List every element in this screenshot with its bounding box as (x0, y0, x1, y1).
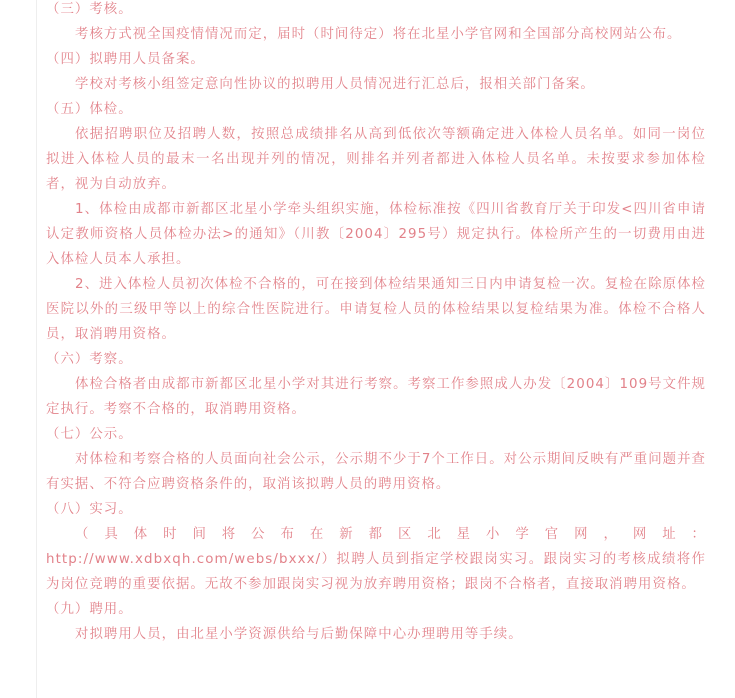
section-heading-4: （四）拟聘用人员备案。 (46, 52, 205, 67)
section-paragraph: 学校对考核小组签定意向性协议的拟聘用人员情况进行汇总后，报相关部门备案。 (75, 77, 595, 92)
section-paragraph: 对体检和考察合格的人员面向社会公示，公示期不少于7个工作日。对公示期间反映有严重问题并查有实据、不符合应聘资格条件的，取消该拟聘人员的聘用资格。 (46, 452, 706, 492)
section-paragraph: 对拟聘用人员，由北星小学资源供给与后勤保障中心办理聘用等手续。 (75, 627, 523, 642)
left-border-line (36, 0, 37, 698)
section-paragraph: 考核方式视全国疫情情况而定，届时（时间待定）将在北星小学官网和全国部分高校网站公布。 (75, 27, 682, 42)
document-body (46, 0, 706, 647)
section-heading-8: （八）实习。 (46, 502, 133, 517)
section-paragraph: 依据招聘职位及招聘人数，按照总成绩排名从高到低依次等额确定进入体检人员名单。如同一岗位拟进入体检人员的最末一名出现并列的情况，则排名并列者都进入体检人员名单。未按要求参加体检者，视为自动放弃。 (46, 127, 706, 192)
section-heading-6: （六）考察。 (46, 352, 133, 367)
official-website-link[interactable]: http://www.xdbxqh.com/webs/bxxx/ (46, 552, 322, 567)
internship-paragraph (46, 547, 706, 597)
internship-paragraph-rest: ）拟聘人员到指定学校跟岗实习。跟岗实习的考核成绩将作为岗位竞聘的重要依据。无故不参加跟岗实习视为放弃聘用资格；跟岗不合格者，直接取消聘用资格。 (46, 552, 706, 592)
section-paragraph: 1、体检由成都市新都区北星小学牵头组织实施，体检标准按《四川省教育厅关于印发<四川省申请认定教师资格人员体检办法>的通知》（川教〔2004〕295号）规定执行。体检所产生的一切费用由进入体检人员本人承担。 (46, 202, 706, 267)
section-paragraph: 体检合格者由成都市新都区北星小学对其进行考察。考察工作参照成人办发〔2004〕109号文件规定执行。考察不合格的，取消聘用资格。 (46, 377, 706, 417)
section-heading-9: （九）聘用。 (46, 602, 133, 617)
section-paragraph: 2、进入体检人员初次体检不合格的，可在接到体检结果通知三日内申请复检一次。复检在除原体检医院以外的三级甲等以上的综合性医院进行。申请复检人员的体检结果以复检结果为准。体检不合格人员，取消聘用资格。 (46, 277, 706, 342)
internship-paragraph-line1: （具体时间将公布在新都区北星小学官网，网址： (75, 527, 706, 542)
section-heading-7: （七）公示。 (46, 427, 133, 442)
section-heading-3: （三）考核。 (46, 2, 133, 17)
section-heading-5: （五）体检。 (46, 102, 133, 117)
